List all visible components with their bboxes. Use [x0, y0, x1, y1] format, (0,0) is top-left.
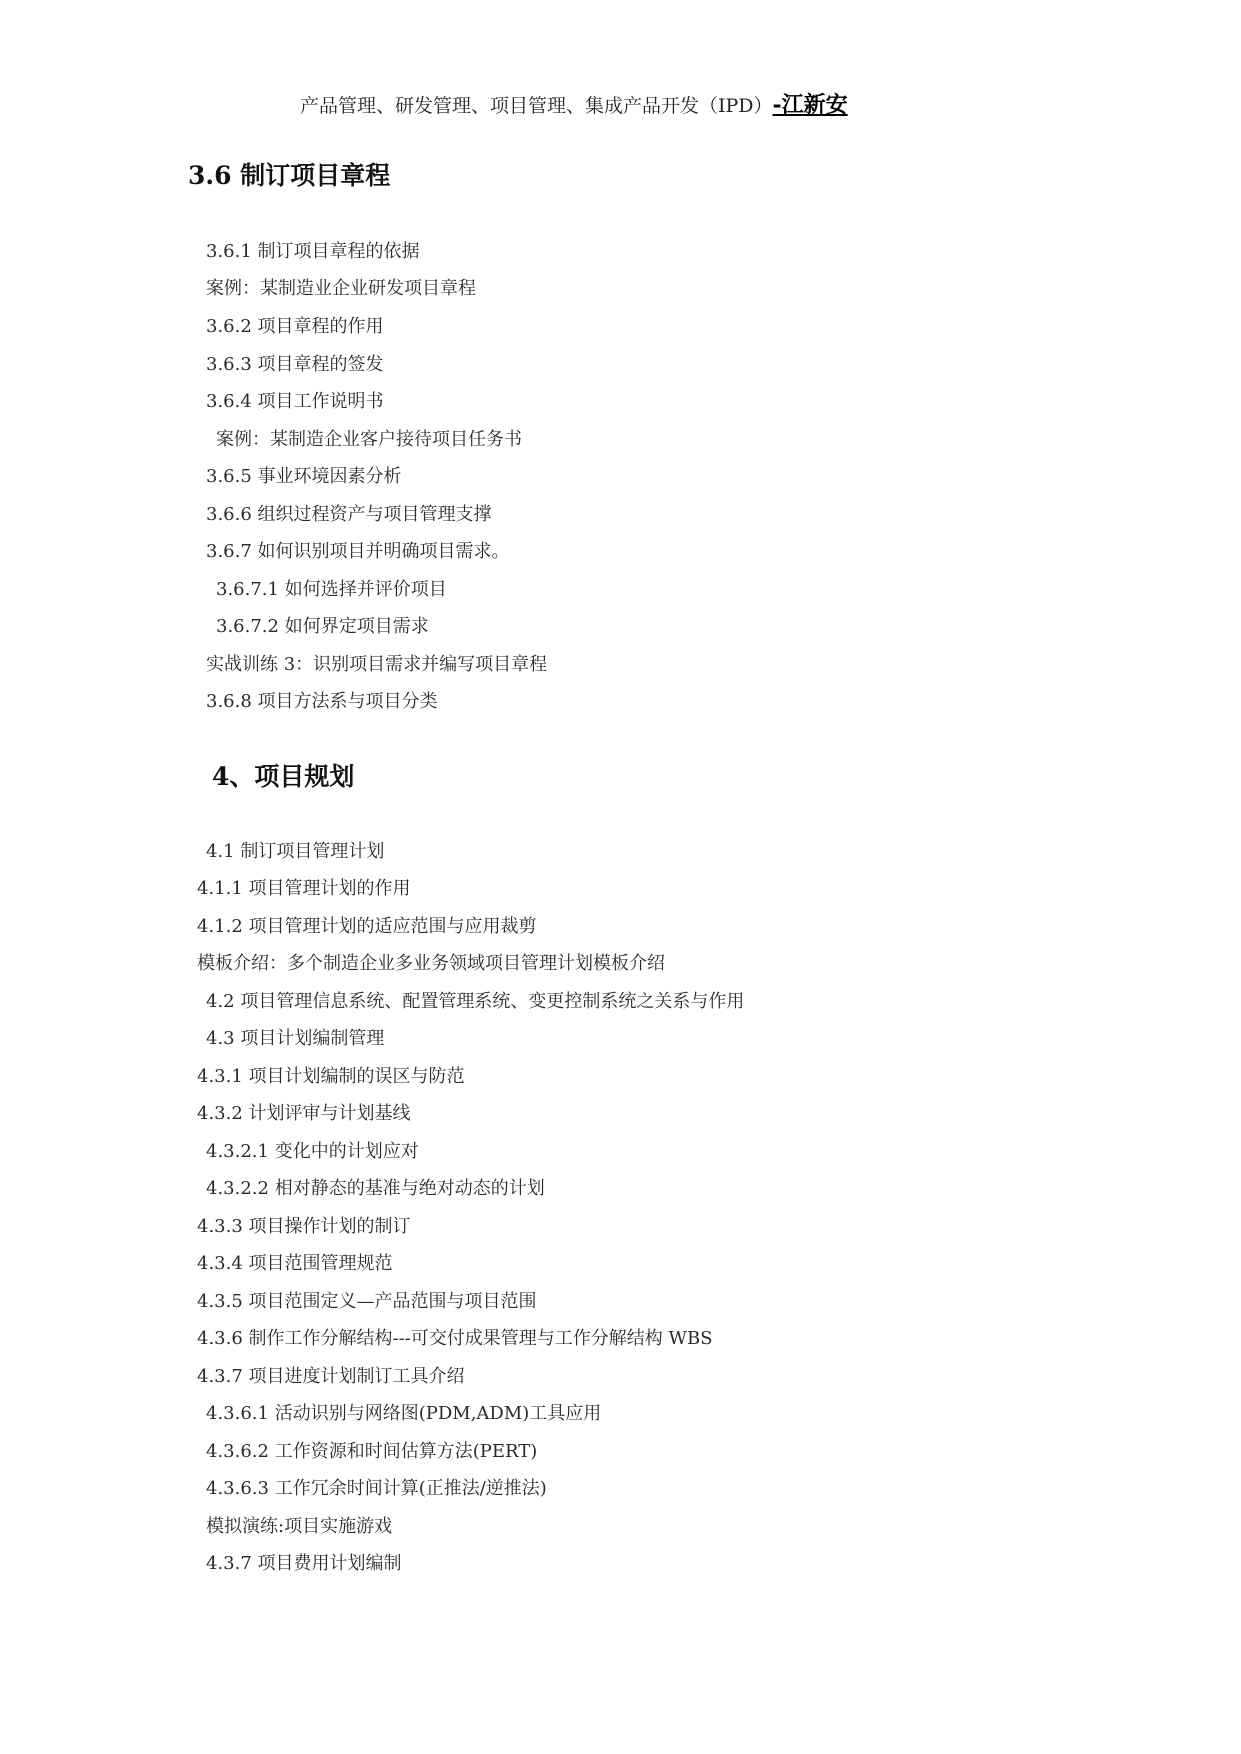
toc-item: 4.3.2 计划评审与计划基线 — [197, 1103, 411, 1124]
toc-item: 3.6.7.1 如何选择并评价项目 — [216, 579, 447, 600]
toc-item: 3.6.5 事业环境因素分析 — [206, 466, 402, 487]
toc-item: 4.3.6.2 工作资源和时间估算方法(PERT) — [206, 1441, 538, 1462]
toc-item: 案例：某制造企业客户接待项目任务书 — [216, 429, 522, 450]
toc-item: 4.3.6.1 活动识别与网络图(PDM,ADM)工具应用 — [206, 1403, 602, 1424]
toc-item: 4.3 项目计划编制管理 — [206, 1028, 385, 1049]
toc-item: 模拟演练:项目实施游戏 — [206, 1516, 393, 1537]
toc-item: 3.6.1 制订项目章程的依据 — [206, 241, 420, 262]
toc-item: 4.3.7 项目进度计划制订工具介绍 — [197, 1366, 465, 1387]
toc-item: 实战训练 3：识别项目需求并编写项目章程 — [206, 654, 548, 675]
toc-item: 4.1.2 项目管理计划的适应范围与应用裁剪 — [197, 916, 537, 937]
section-3-6-heading: 3.6 制订项目章程 — [188, 161, 391, 190]
toc-item: 4.3.6 制作工作分解结构---可交付成果管理与工作分解结构 WBS — [197, 1328, 713, 1349]
toc-item: 4.3.4 项目范围管理规范 — [197, 1253, 393, 1274]
toc-item: 模板介绍：多个制造企业多业务领域项目管理计划模板介绍 — [197, 953, 665, 974]
toc-item: 3.6.2 项目章程的作用 — [206, 316, 384, 337]
toc-item: 3.6.7.2 如何界定项目需求 — [216, 616, 429, 637]
toc-item: 4.3.5 项目范围定义—产品范围与项目范围 — [197, 1291, 537, 1312]
toc-item: 3.6.6 组织过程资产与项目管理支撑 — [206, 504, 492, 525]
toc-item: 3.6.4 项目工作说明书 — [206, 391, 384, 412]
toc-item: 4.3.7 项目费用计划编制 — [206, 1553, 402, 1574]
section-4-heading: 4、项目规划 — [212, 762, 355, 791]
toc-item: 4.1.1 项目管理计划的作用 — [197, 878, 411, 899]
toc-item: 4.3.3 项目操作计划的制订 — [197, 1216, 411, 1237]
toc-item: 4.1 制订项目管理计划 — [206, 841, 385, 862]
toc-item: 3.6.7 如何识别项目并明确项目需求。 — [206, 541, 510, 562]
toc-item: 4.3.2.2 相对静态的基准与绝对动态的计划 — [206, 1178, 545, 1199]
toc-item: 案例：某制造业企业研发项目章程 — [206, 278, 476, 299]
toc-item: 4.3.6.3 工作冗余时间计算(正推法/逆推法) — [206, 1478, 547, 1499]
header-author: -江新安 — [772, 92, 848, 118]
toc-item: 3.6.8 项目方法系与项目分类 — [206, 691, 438, 712]
toc-item: 4.3.2.1 变化中的计划应对 — [206, 1141, 419, 1162]
toc-item: 4.2 项目管理信息系统、配置管理系统、变更控制系统之关系与作用 — [206, 991, 745, 1012]
toc-item: 3.6.3 项目章程的签发 — [206, 354, 384, 375]
page-header — [300, 88, 848, 119]
toc-item: 4.3.1 项目计划编制的误区与防范 — [197, 1066, 465, 1087]
header-text: 产品管理、研发管理、项目管理、集成产品开发（IPD） — [300, 95, 773, 117]
